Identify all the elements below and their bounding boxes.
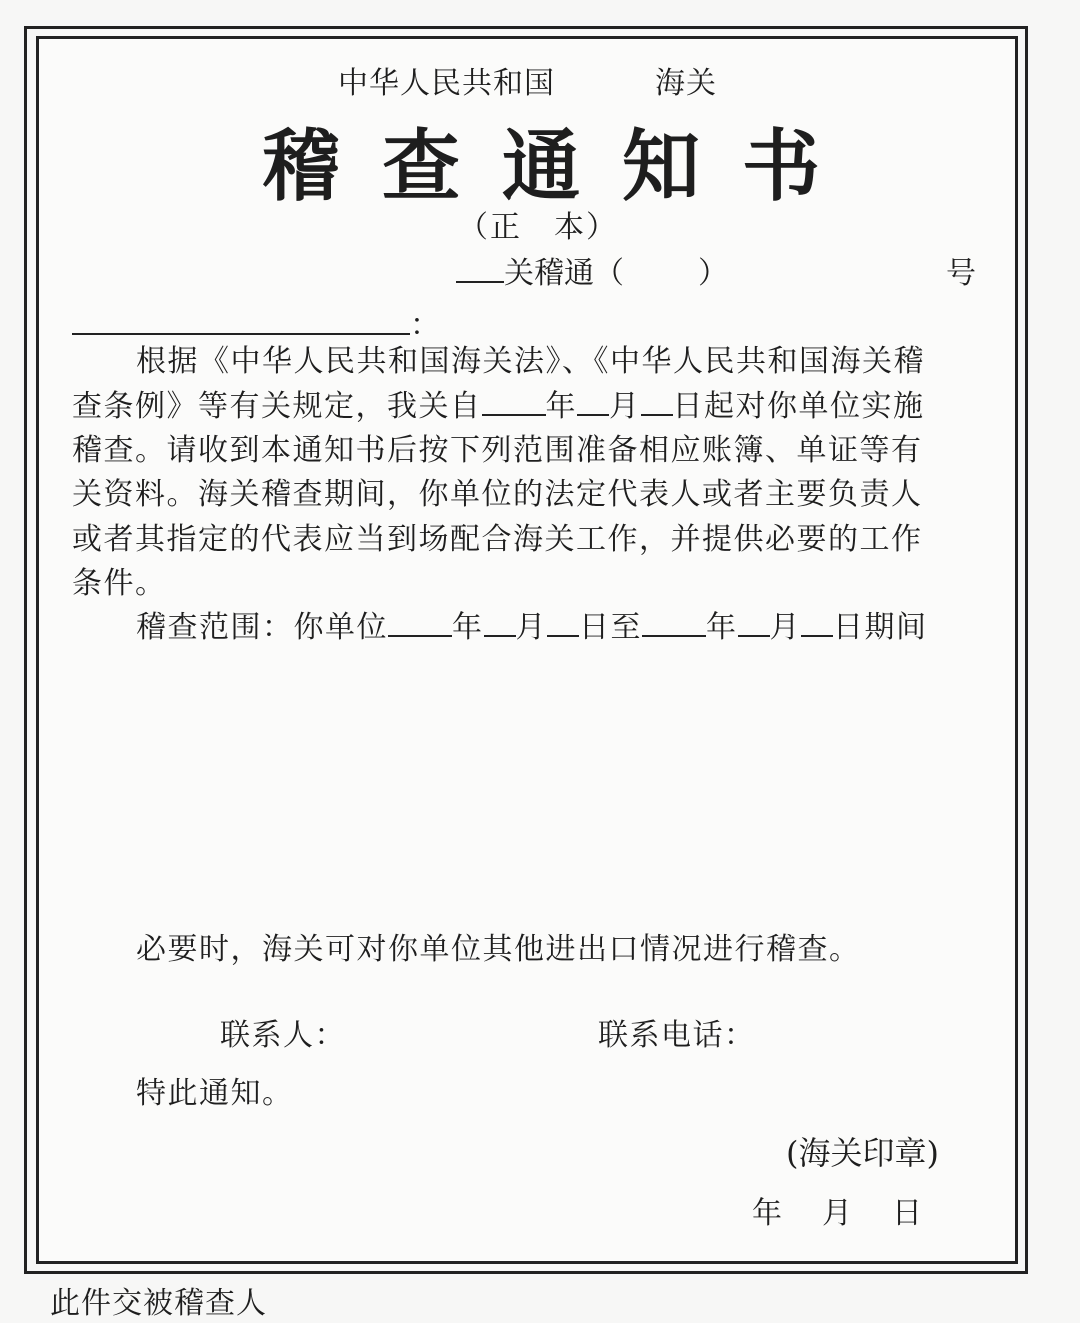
scope-day-1-blank[interactable] [547, 611, 579, 637]
customs-prefix-blank[interactable] [456, 281, 504, 283]
scope-year-2-label: 年 [706, 610, 738, 645]
doc-number-close: ） [698, 256, 728, 291]
notice-text: 特此通知。 [136, 1076, 294, 1111]
body-line-3: 稽查。请收到本通知书后按下列范围准备相应账簿、单证等有 [72, 433, 923, 468]
contact-phone-label: 联系电话： [598, 1018, 756, 1053]
body-line-2-text: 查条例》等有关规定，我关自 [72, 389, 482, 424]
start-year-label: 年 [545, 389, 577, 424]
scope-month-1-blank[interactable] [484, 611, 516, 637]
body-line-1: 根据《中华人民共和国海关法》、《中华人民共和国海关稽 [136, 344, 925, 379]
scope-month-2-blank[interactable] [738, 611, 770, 637]
scope-month-1-label: 月 [515, 610, 547, 645]
addressee-blank[interactable] [72, 307, 410, 335]
document-title: 稽查通知书 [262, 121, 863, 212]
date-day-label: 日 [892, 1196, 924, 1231]
body-additional-audit: 必要时，海关可对你单位其他进出口情况进行稽查。 [136, 932, 861, 967]
scope-label: 稽查范围：你单位 [136, 610, 388, 645]
start-day-label: 日起对你单位实施 [672, 389, 925, 424]
body-line-2 [72, 381, 925, 425]
date-month-label: 月 [822, 1196, 854, 1231]
scope-day-1-label: 日至 [579, 610, 642, 645]
body-line-6: 条件。 [72, 566, 167, 601]
start-month-blank[interactable] [577, 390, 609, 416]
header-country: 中华人民共和国 [338, 66, 555, 101]
customs-seal-placeholder: (海关印章) [786, 1134, 939, 1172]
start-month-label: 月 [609, 389, 641, 424]
start-year-blank[interactable] [482, 390, 546, 416]
header-customs: 海关 [655, 66, 717, 101]
doc-number [456, 248, 728, 292]
body-line-5: 或者其指定的代表应当到场配合海关工作，并提供必要的工作 [72, 522, 923, 557]
addressee-colon: ： [410, 308, 440, 343]
audit-scope-line [136, 602, 928, 646]
scope-day-2-label: 日期间 [833, 610, 928, 645]
footer-note: 此件交被稽查人 [50, 1286, 267, 1321]
scope-year-1-label: 年 [452, 610, 484, 645]
scope-month-2-label: 月 [769, 610, 801, 645]
audit-scope-content-area[interactable] [72, 660, 984, 900]
scope-year-1-blank[interactable] [388, 611, 452, 637]
scope-year-2-blank[interactable] [642, 611, 706, 637]
contact-person-label: 联系人： [220, 1018, 346, 1053]
start-day-blank[interactable] [641, 390, 673, 416]
date-year-label: 年 [752, 1196, 784, 1231]
copy-type: （正 本） [458, 210, 618, 245]
doc-number-suffix: 号 [946, 256, 976, 291]
scope-day-2-blank[interactable] [801, 611, 833, 637]
doc-number-mid: 关稽通（ [504, 256, 624, 291]
body-line-4: 关资料。海关稽查期间，你单位的法定代表人或者主要负责人 [72, 477, 923, 512]
